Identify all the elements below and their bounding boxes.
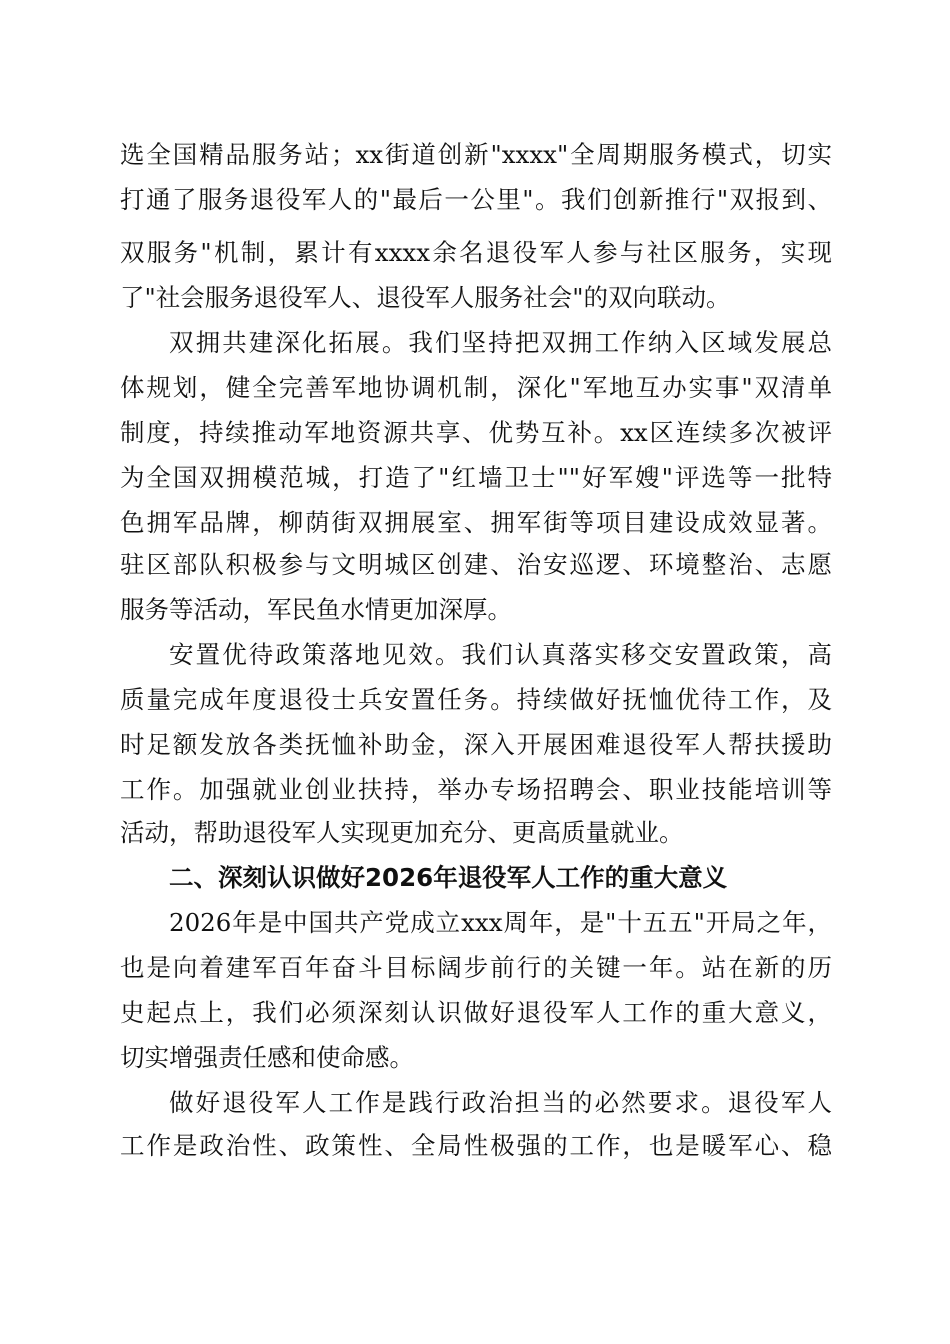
text-line: 做好退役军人工作是践行政治担当的必然要求。退役军人 bbox=[169, 1088, 832, 1117]
text-line: 工作。加强就业创业扶持，举办专场招聘会、职业技能培训等 bbox=[120, 775, 832, 804]
text-line: 为全国双拥模范城，打造了"红墙卫士""好军嫂"评选等一批特 bbox=[120, 463, 832, 492]
text-line: 质量完成年度退役士兵安置任务。持续做好抚恤优待工作，及 bbox=[120, 685, 832, 714]
text-line: 安置优待政策落地见效。我们认真落实移交安置政策，高 bbox=[169, 640, 832, 669]
text-line: 双服务"机制，累计有xxxx余名退役军人参与社区服务，实现 bbox=[120, 238, 832, 267]
text-line: 史起点上，我们必须深刻认识做好退役军人工作的重大意义， bbox=[120, 998, 832, 1027]
text-line: 2026年是中国共产党成立xxx周年，是"十五五"开局之年， bbox=[169, 908, 832, 937]
text-line: 驻区部队积极参与文明城区创建、治安巡逻、环境整治、志愿 bbox=[120, 550, 832, 579]
text-line: 色拥军品牌，柳荫街双拥展室、拥军街等项目建设成效显著。 bbox=[120, 508, 832, 537]
text-line: 时足额发放各类抚恤补助金，深入开展困难退役军人帮扶援助 bbox=[120, 730, 832, 759]
section-heading: 二、深刻认识做好2026年退役军人工作的重大意义 bbox=[169, 863, 728, 892]
text-line: 服务等活动，军民鱼水情更加深厚。 bbox=[120, 595, 512, 624]
text-line: 工作是政治性、政策性、全局性极强的工作，也是暖军心、稳 bbox=[120, 1131, 832, 1160]
text-line: 体规划，健全完善军地协调机制，深化"军地互办实事"双清单 bbox=[120, 373, 832, 402]
text-line: 选全国精品服务站；xx街道创新"xxxx"全周期服务模式，切实 bbox=[120, 140, 832, 169]
text-line: 也是向着建军百年奋斗目标阔步前行的关键一年。站在新的历 bbox=[120, 953, 832, 982]
text-line: 制度，持续推动军地资源共享、优势互补。xx区连续多次被评 bbox=[120, 418, 832, 447]
text-line: 打通了服务退役军人的"最后一公里"。我们创新推行"双报到、 bbox=[120, 185, 832, 214]
text-line: 双拥共建深化拓展。我们坚持把双拥工作纳入区域发展总 bbox=[169, 328, 832, 357]
text-line: 了"社会服务退役军人、退役军人服务社会"的双向联动。 bbox=[120, 283, 731, 312]
text-line: 活动，帮助退役军人实现更加充分、更高质量就业。 bbox=[120, 818, 684, 847]
text-line: 切实增强责任感和使命感。 bbox=[120, 1043, 414, 1072]
